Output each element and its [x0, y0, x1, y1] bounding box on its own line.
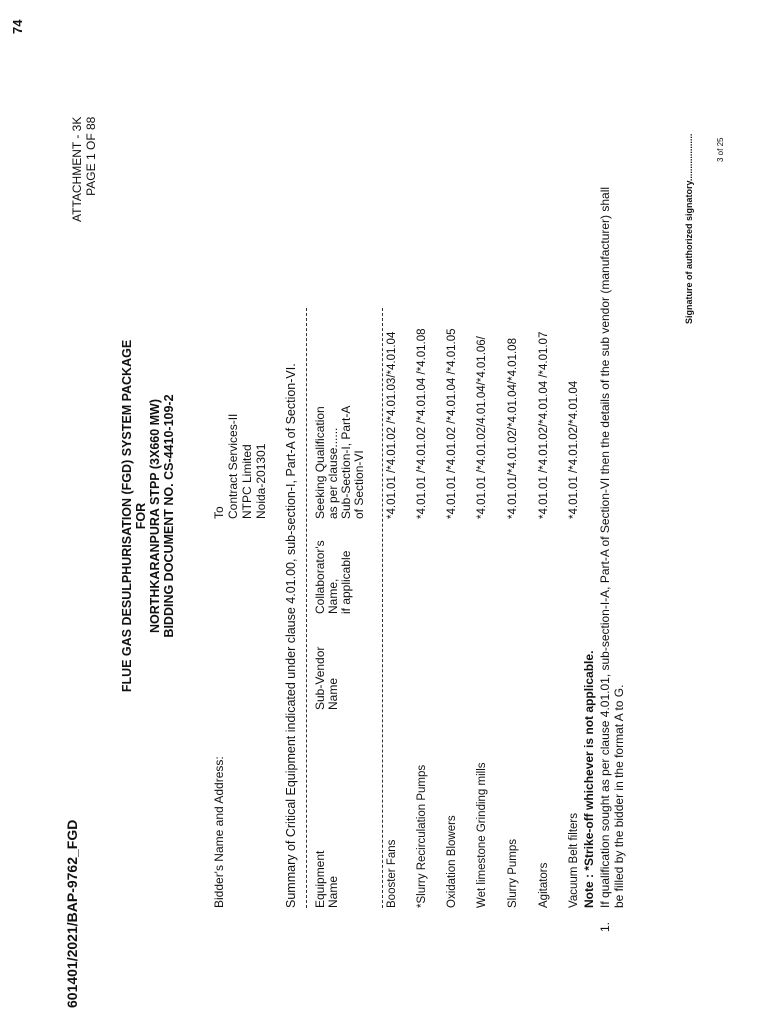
row-5-equipment: Slurry Pumps — [507, 838, 519, 908]
row-2-equipment: *Slurry Recirculation Pumps — [416, 764, 428, 908]
attachment-label: ATTACHMENT - 3K — [70, 116, 84, 222]
document-id: 601401/2021/BAP-9762_FGD — [64, 819, 80, 1008]
title-line-2: FOR — [134, 502, 148, 530]
header-seeking-line-4: of Section-VI — [352, 450, 366, 519]
header-subvendor-line-1: Sub-Vendor — [313, 646, 327, 710]
to-line-3: NTPC Limited — [240, 444, 254, 519]
note-1-line-2: be filled by the bidder in the format A to G. — [612, 684, 626, 908]
header-collaborator-line-3: if applicable — [339, 550, 353, 614]
row-1-clause: *4.01.01 /*4.01.02 /*4.01.03/*4.01.04 — [386, 331, 398, 519]
header-subvendor — [314, 647, 340, 710]
header-equipment — [314, 851, 340, 908]
attachment-page: PAGE 1 OF 88 — [84, 116, 98, 196]
page-number: 74 — [10, 19, 25, 34]
row-4-clause: *4.01.01 /*4.01.02/4.01.04/*4.01.06/ — [476, 336, 488, 519]
header-subvendor-line-2: Name — [326, 677, 340, 710]
row-7-equipment: Vacuum Belt filters — [568, 812, 580, 908]
to-line-1: To — [212, 506, 226, 519]
note-prefix: Note : — [582, 870, 596, 908]
row-6-clause: *4.01.01 /*4.01.02/*4.01.04 /*4.01.07 — [538, 331, 550, 519]
title-line-3: NORTHKARANPURA STPP (3X660 MW) — [148, 398, 162, 634]
row-6-equipment: Agitators — [538, 862, 550, 908]
note-text: *Strike-off whichever is not applicable. — [582, 650, 596, 871]
header-seeking-qualification — [314, 406, 366, 519]
attachment-header — [70, 117, 98, 222]
row-5-clause: *4.01.01/*4.01.02/*4.01.04/*4.01.08 — [507, 338, 519, 519]
note-1-number: 1. — [598, 921, 612, 932]
page-footer: 3 of 25 — [716, 137, 725, 162]
row-4-equipment: Wet limestone Grinding mills — [476, 762, 488, 908]
title-line-1: FLUE GAS DESULPHURISATION (FGD) SYSTEM PACKAGE — [120, 339, 134, 693]
row-1-equipment: Booster Fans — [386, 839, 398, 908]
header-seeking-line-2: as per clause...... — [326, 427, 340, 519]
note — [582, 651, 596, 908]
header-equipment-line-2: Name — [326, 875, 340, 908]
header-seeking-line-3: Sub-Section-I, Part-A — [339, 405, 353, 519]
to-address — [212, 414, 268, 519]
summary-text: Summary of Critical Equipment indicated under clause 4.01.00, sub-section-I, Part-A of Section-VI. — [284, 363, 298, 908]
row-2-clause: *4.01.01 /*4.01.02 /*4.01.04 /*4.01.08 — [416, 328, 428, 519]
table-header-rule — [382, 308, 383, 908]
header-collaborator-line-2: Name, — [326, 578, 340, 614]
row-7-clause: *4.01.01 /*4.01.02/*4.01.04 — [568, 380, 580, 519]
header-collaborator-line-1: Collaborator's — [313, 540, 327, 614]
document-title — [120, 216, 176, 816]
row-3-equipment: Oxidation Blowers — [446, 815, 458, 908]
title-line-4: BIDDING DOCUMENT NO. CS-4410-109-2 — [162, 394, 176, 638]
table-top-rule — [306, 308, 307, 908]
header-equipment-line-1: Equipment — [313, 850, 327, 908]
note-1-line-1: If qualification sought as per clause 4.01.01, sub-section-I-A, Part-A of Section-VI then the details of the sub vendor (manufacturer) shall — [598, 186, 612, 908]
header-collaborator — [314, 540, 353, 614]
note-1-text — [598, 187, 626, 908]
row-3-clause: *4.01.01 /*4.01.02 /*4.01.04 /*4.01.05 — [446, 328, 458, 519]
bidder-label: Bidder's Name and Address: — [212, 756, 226, 908]
to-line-4: Noida-201301 — [254, 443, 268, 519]
header-seeking-line-1: Seeking Qualification — [313, 406, 327, 519]
signature-line: Signature of authorized signatory................... — [684, 133, 694, 324]
to-line-2: Contract Services-II — [226, 413, 240, 519]
